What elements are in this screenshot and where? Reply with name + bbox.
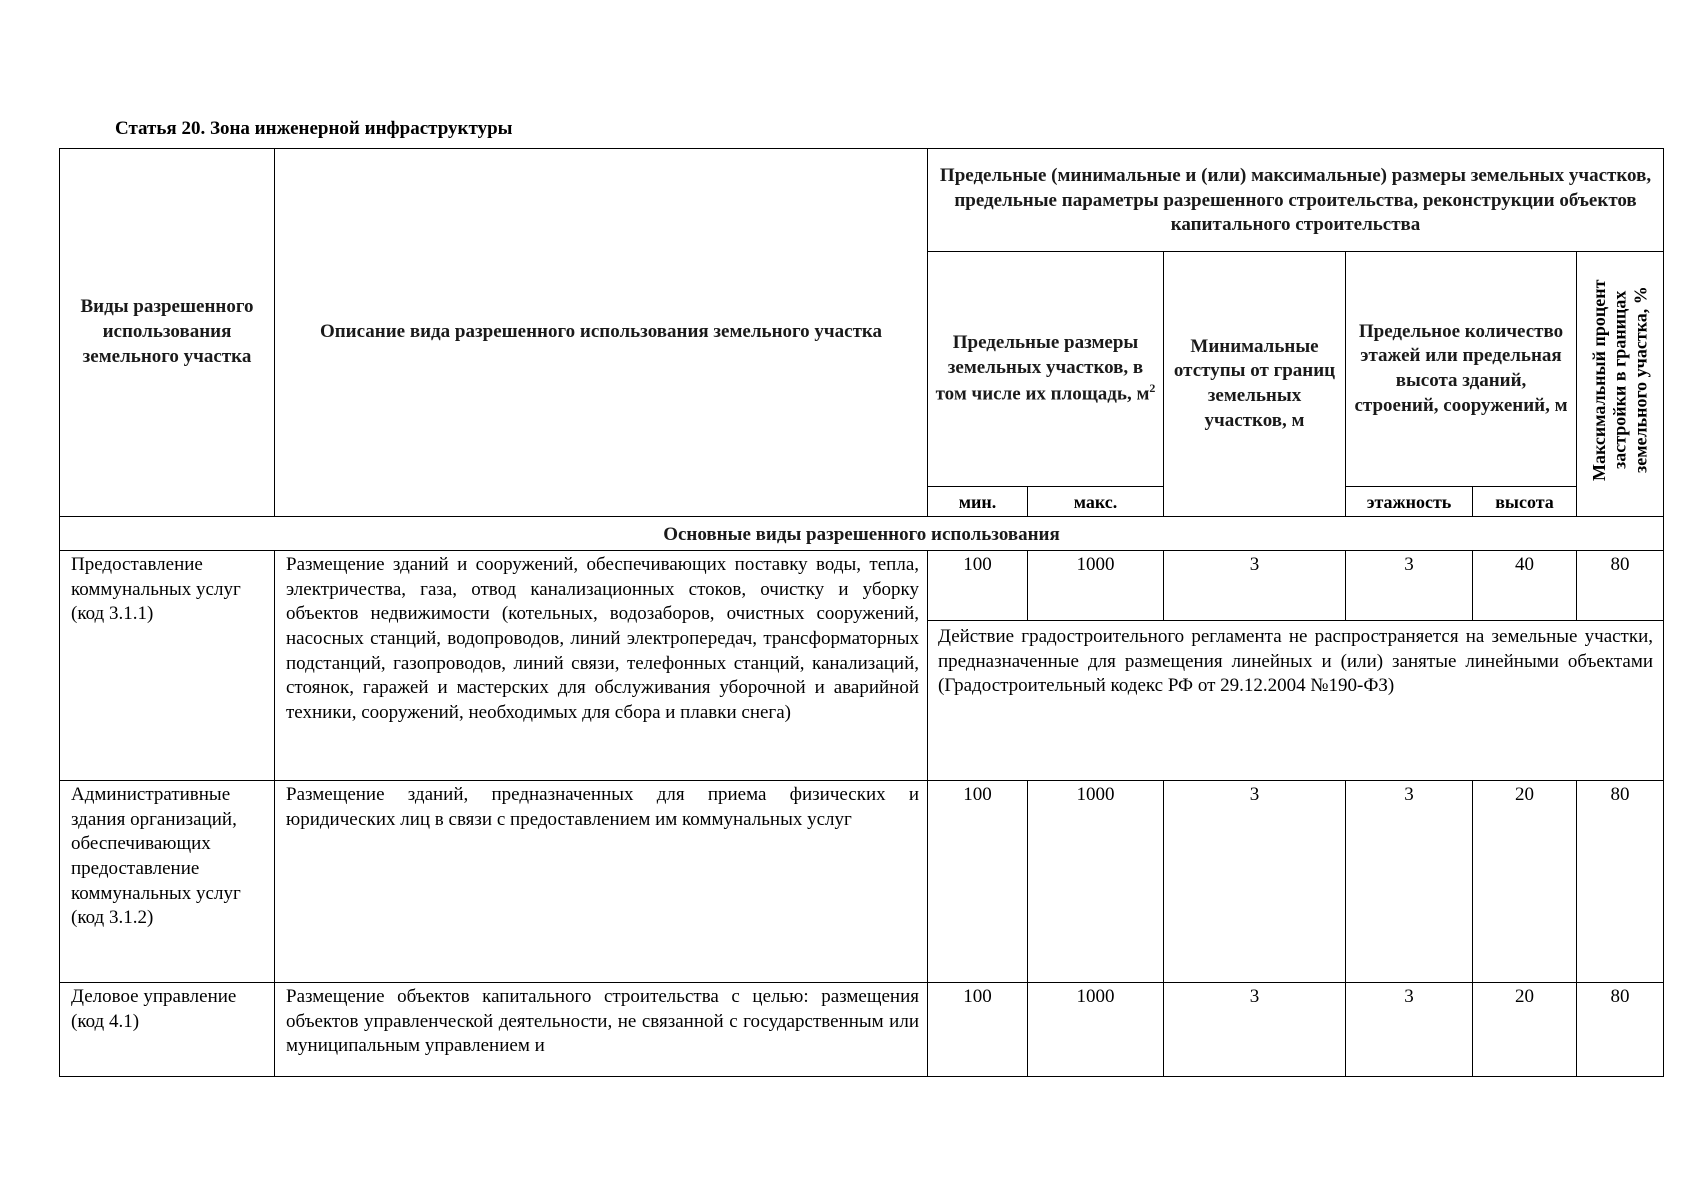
header-plot-size-text: Предельные размеры земельных участков, в том числе их площадь, м [935,332,1150,404]
use-description: Размещение зданий и сооружений, обеспечивающих поставку воды, тепла, электричества, газа, отвод канализационных стоков, очистку и уборку объектов недвижимости (котельных, водозаборов, очистных сооружений, насосных станций, водопроводов, линий электропередач, трансформаторных подстанций, газопроводов, линий связи, телефонных станций, канализаций, стоянок, гаражей и мастерских для обслуживания уборочной и аварийной техники, сооружений, необходимых для сбора и плавки снега) [275,551,928,781]
max-percent: 80 [1577,551,1664,621]
min-setback: 3 [1164,983,1346,1077]
regulation-note: Действие градостроительного регламента не распространяется на земельные участки, предназначенные для размещения линейных и (или) занятые линейными объектами (Градостроительный кодекс РФ от 29.12.2004 №190-ФЗ) [928,621,1664,781]
header-plot-size-sup: 2 [1149,380,1156,395]
min-area: 100 [928,983,1028,1077]
floors: 3 [1346,781,1473,983]
use-description: Размещение зданий, предназначенных для приема физических и юридических лиц в связи с предоставлением им коммунальных услуг [275,781,928,983]
use-description: Размещение объектов капитального строительства с целью: размещения объектов управленческой деятельности, не связанной с государственным или муниципальным управлением и [275,983,928,1077]
section-title: Основные виды разрешенного использования [60,517,1664,551]
header-plot-size [928,252,1164,487]
min-setback: 3 [1164,551,1346,621]
header-min-setback: Минимальные отступы от границ земельных участков, м [1164,252,1346,517]
header-floors-height: Предельное количество этажей или предельная высота зданий, строений, сооружений, м [1346,252,1577,487]
height: 40 [1473,551,1577,621]
use-name: Предоставление коммунальных услуг (код 3.1.1) [60,551,275,781]
floors: 3 [1346,551,1473,621]
floors: 3 [1346,983,1473,1077]
max-percent: 80 [1577,781,1664,983]
max-area: 1000 [1028,551,1164,621]
use-name: Деловое управление (код 4.1) [60,983,275,1077]
use-name: Административные здания организаций, обеспечивающих предоставление коммунальных услуг (код 3.1.2) [60,781,275,983]
max-area: 1000 [1028,781,1164,983]
table-row [60,781,1664,983]
article-title: Статья 20. Зона инженерной инфраструктуры [115,118,513,139]
header-description: Описание вида разрешенного использования земельного участка [275,149,928,517]
header-sub-height: высота [1473,487,1577,517]
min-setback: 3 [1164,781,1346,983]
table-row [60,983,1664,1077]
min-area: 100 [928,781,1028,983]
header-limits-group: Предельные (минимальные и (или) максимальные) размеры земельных участков, предельные параметры разрешенного строительства, реконструкции объектов капитального строительства [928,149,1664,252]
height: 20 [1473,983,1577,1077]
header-max-percent [1577,252,1664,517]
header-sub-max: макс. [1028,487,1164,517]
header-sub-min: мин. [928,487,1028,517]
header-max-percent-text: Максимальный процент застройки в границах земельного участка, % [1588,279,1651,481]
min-area: 100 [928,551,1028,621]
header-sub-floors: этажность [1346,487,1473,517]
max-percent: 80 [1577,983,1664,1077]
zone-regulations-table [59,148,1664,1077]
header-type-of-use: Виды разрешенного использования земельного участка [60,149,275,517]
max-area: 1000 [1028,983,1164,1077]
height: 20 [1473,781,1577,983]
table-row [60,551,1664,621]
